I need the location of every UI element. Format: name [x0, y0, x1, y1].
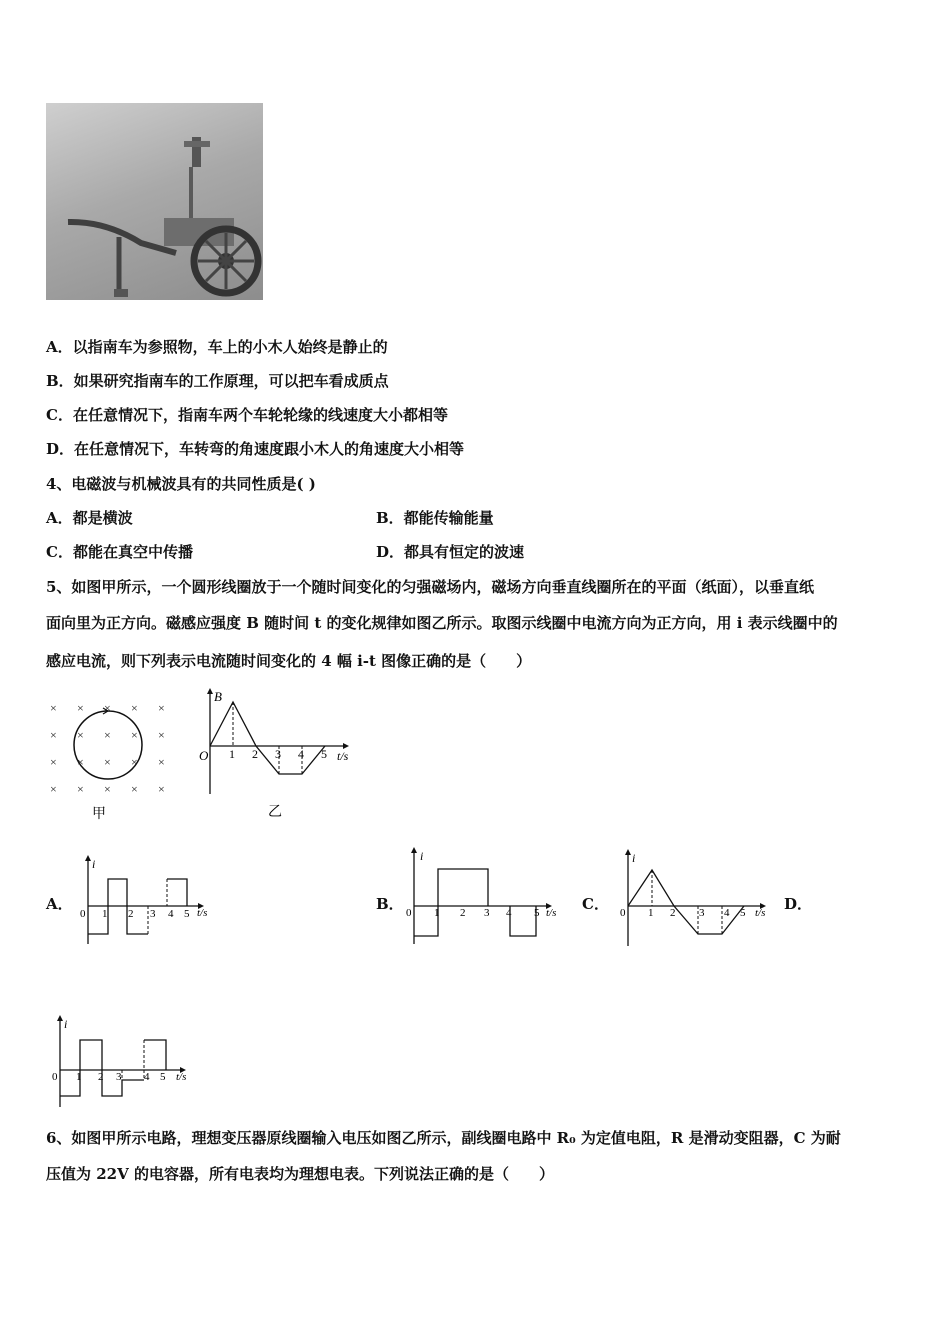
svg-text:1: 1 [102, 908, 108, 920]
q5-stem-line-2: 面向里为正方向。磁感应强度 B 随时间 t 的变化规律如图乙所示。取图示线圈中电流方向为正方向，用 i 表示线圈中的 [46, 614, 838, 632]
svg-text:5: 5 [184, 908, 190, 920]
q4-option-d: D．都具有恒定的波速 [376, 543, 525, 561]
q4-option-b: B．都能传输能量 [376, 509, 494, 527]
field-cross: × [131, 701, 138, 715]
svg-text:4: 4 [144, 1071, 150, 1083]
svg-text:5: 5 [740, 907, 746, 919]
option-a-i-t-graph [72, 852, 222, 952]
svg-text:5: 5 [534, 907, 540, 919]
field-cross: × [77, 755, 84, 769]
q3-option-d: D．在任意情况下，车转弯的角速度跟小木人的角速度大小相等 [46, 440, 465, 458]
field-cross: × [50, 782, 57, 796]
q4-option-a: A．都是横波 [46, 509, 133, 527]
svg-text:5: 5 [160, 1071, 166, 1083]
origin-label: O [199, 748, 209, 763]
svg-text:1: 1 [76, 1071, 82, 1083]
tick-5: 5 [321, 747, 327, 761]
q3-option-a: A．以指南车为参照物，车上的小木人始终是静止的 [46, 338, 388, 356]
svg-text:0: 0 [620, 907, 626, 919]
figure-jia-label: 甲 [92, 807, 106, 822]
figure-jia [40, 692, 180, 832]
field-cross: × [50, 701, 57, 715]
field-cross: × [131, 782, 138, 796]
option-d-i-t-graph [44, 1012, 204, 1112]
q3-option-c: C．在任意情况下，指南车两个车轮轮缘的线速度大小都相等 [46, 406, 448, 424]
field-cross: × [104, 728, 111, 742]
svg-text:3: 3 [150, 908, 156, 920]
q6-stem-line-1: 6、如图甲所示电路，理想变压器原线圈输入电压如图乙所示，副线圈电路中 R₀ 为定值电阻，R 是滑动变阻器，C 为耐 [46, 1129, 841, 1147]
field-cross: × [77, 782, 84, 796]
field-cross: × [158, 782, 165, 796]
q5-stem-line-3: 感应电流，则下列表示电流随时间变化的 4 幅 i-t 图像正确的是（ ） [46, 652, 532, 670]
q5-stem-line-1: 5、如图甲所示，一个圆形线圈放于一个随时间变化的匀强磁场内，磁场方向垂直线圈所在的平面（纸面），以垂直纸 [46, 578, 814, 596]
figure-yi-b-t-graph [195, 684, 365, 824]
option-b-i-t-graph [398, 844, 568, 954]
svg-text:2: 2 [670, 907, 676, 919]
tick-4: 4 [298, 747, 304, 761]
tick-3: 3 [275, 747, 281, 761]
field-cross: × [131, 755, 138, 769]
svg-text:0: 0 [52, 1071, 58, 1083]
q3-option-b: B．如果研究指南车的工作原理，可以把车看成质点 [46, 372, 389, 390]
axis-label-b: B [214, 689, 222, 704]
chariot-photo [46, 103, 263, 300]
svg-text:1: 1 [648, 907, 654, 919]
svg-text:1: 1 [434, 907, 440, 919]
svg-text:t/s: t/s [755, 907, 766, 919]
field-cross: × [158, 728, 165, 742]
field-cross: × [77, 701, 84, 715]
field-cross: × [77, 728, 84, 742]
axis-label-t: t/s [337, 749, 349, 763]
svg-text:t/s: t/s [546, 907, 557, 919]
q5-option-a-letter: A． [46, 895, 73, 913]
field-cross: × [104, 701, 111, 715]
field-cross: × [158, 701, 165, 715]
svg-text:3: 3 [699, 907, 705, 919]
magnetic-field-crosses [50, 701, 165, 796]
q6-stem-line-2: 压值为 22V 的电容器，所有电表均为理想电表。下列说法正确的是（ ） [46, 1165, 554, 1183]
field-cross: × [50, 728, 57, 742]
field-cross: × [131, 728, 138, 742]
field-cross: × [158, 755, 165, 769]
svg-text:4: 4 [506, 907, 512, 919]
svg-text:2: 2 [128, 908, 134, 920]
tick-2: 2 [252, 747, 258, 761]
q5-option-b-letter: B． [376, 895, 404, 913]
svg-text:2: 2 [460, 907, 466, 919]
tick-1: 1 [229, 747, 235, 761]
figure-yi-label: 乙 [268, 805, 282, 820]
option-c-i-t-graph [612, 846, 777, 951]
field-cross: × [104, 755, 111, 769]
svg-text:4: 4 [168, 908, 174, 920]
svg-text:4: 4 [724, 907, 730, 919]
svg-text:i: i [92, 857, 96, 871]
svg-text:i: i [420, 849, 424, 863]
svg-text:i: i [64, 1017, 68, 1031]
b-curve [210, 702, 325, 774]
svg-text:2: 2 [98, 1071, 104, 1083]
svg-text:0: 0 [406, 907, 412, 919]
q4-stem: 4、电磁波与机械波具有的共同性质是( ) [46, 475, 316, 493]
q4-option-c: C．都能在真空中传播 [46, 543, 193, 561]
svg-text:0: 0 [80, 908, 86, 920]
svg-text:3: 3 [116, 1071, 122, 1083]
field-cross: × [50, 755, 57, 769]
svg-text:t/s: t/s [176, 1071, 187, 1083]
svg-text:3: 3 [484, 907, 490, 919]
q5-option-d-letter: D． [784, 895, 813, 913]
q5-option-c-letter: C． [582, 895, 609, 913]
field-cross: × [104, 782, 111, 796]
svg-text:t/s: t/s [197, 907, 208, 919]
svg-text:i: i [632, 851, 636, 865]
